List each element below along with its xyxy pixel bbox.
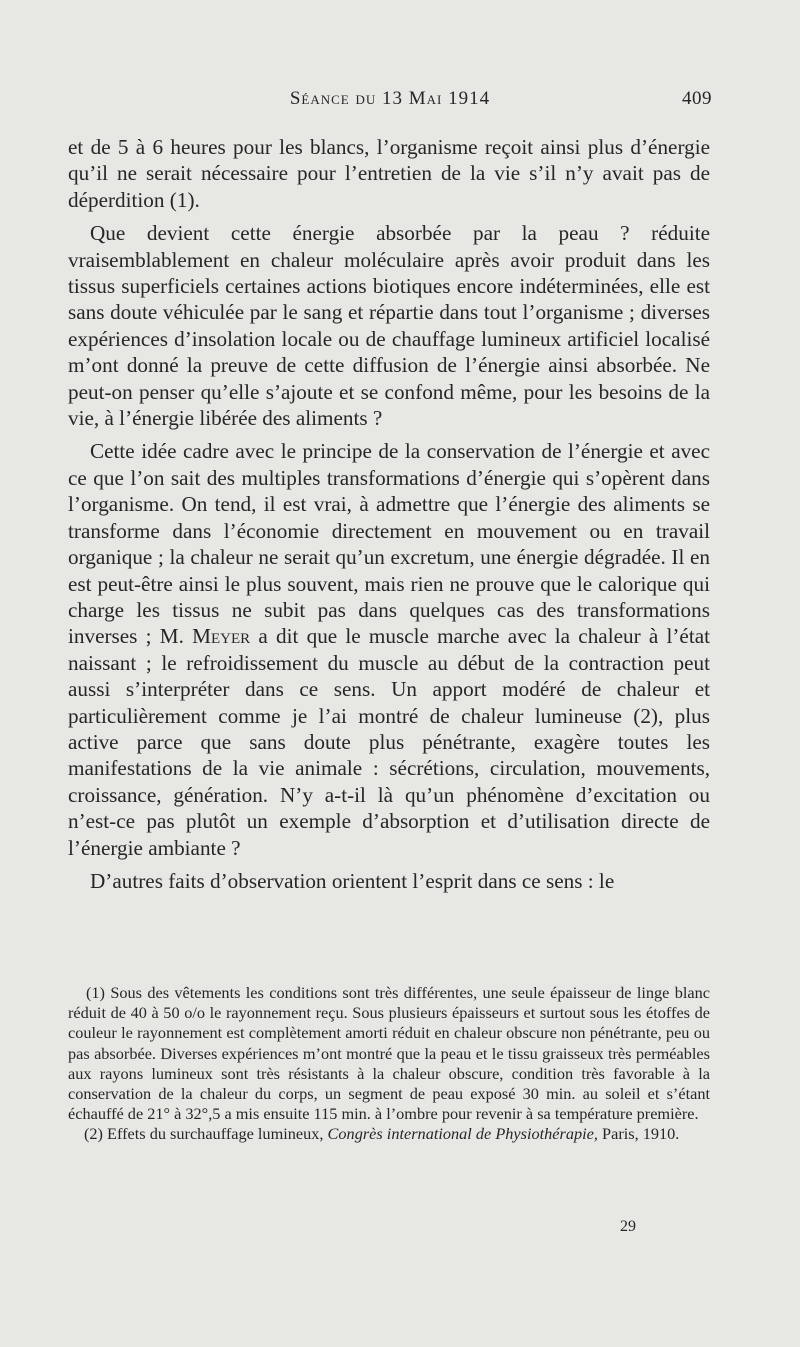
footnote-2-title: Congrès international de Physiothérapie, bbox=[327, 1124, 598, 1144]
paragraph-4: D’autres faits d’observation orientent l’esprit dans ce sens : le bbox=[90, 868, 615, 893]
footnote-2-part-b: Paris, 1910. bbox=[597, 1124, 680, 1144]
running-head-title: Séance du 13 Mai 1914 bbox=[289, 88, 491, 109]
footnote-2 bbox=[68, 1124, 710, 1144]
footnote-1: (1) Sous des vêtements les conditions sont très différentes, une seule épaisseur de linge blanc réduit de 40 à 50 o/o le rayonnement reçu. Sous plusieurs épaisseurs et surtout sous les étoffes de couleur le rayonnement est complètement amorti réduit en chaleur obscure non pénétrante, peu ou pas absorbée. Diverses expériences m’ont montré que la peau et le tissu graisseux très perméables aux rayons lumineux sont très résistants à la chaleur obscure, condition très favorable à la conservation de la chaleur du corps, un segment de peau exposé 30 min. au soleil et s’étant échauffé de 21° à 32°,5 a mis ensuite 115 min. à l’ombre pour revenir à sa température première. bbox=[68, 983, 710, 1124]
footnotes bbox=[68, 983, 710, 1145]
paragraph-1: et de 5 à 6 heures pour les blancs, l’organisme reçoit ainsi plus d’énergie qu’il ne serait nécessaire pour l’entretien de la vie s’il n’y avait pas de déperdition (1). bbox=[68, 135, 710, 212]
main-text bbox=[68, 134, 710, 901]
author-name-meyer: M. Meyer bbox=[159, 624, 251, 649]
paragraph-3-part-a: Cette idée cadre avec le principe de la conservation de l’énergie et avec ce que l’on sait des multiples transformations d’énergie qui s’opèrent dans l’organisme. On tend, il est vrai, à admettre que l’énergie des aliments se transforme dans l’économie directement en mouvement ou en travail organique ; la chaleur ne serait qu’un excretum, une énergie dégradée. Il en est peut-être ainsi le plus souvent, mais rien ne prouve que le calorique qui charge les tissus ne subit pas dans quelques cas des transformations inverses ; bbox=[68, 439, 710, 649]
paragraph-2: Que devient cette énergie absorbée par la peau ? réduite vraisemblablement en chaleur moléculaire après avoir produit dans les tissus superficiels certaines actions biotiques encore indéterminées, elle est sans doute véhiculée par le sang et répartie dans tout l’organisme ; diverses expériences d’insolation locale ou de chauffage lumineux artificiel localisé m’ont donné la preuve de cette diffusion de l’énergie ainsi absorbée. Ne peut-on penser qu’elle s’ajoute et se confond même, pour les besoins de la vie, à l’énergie libérée des aliments ? bbox=[68, 221, 710, 431]
signature-mark: 29 bbox=[620, 1218, 636, 1235]
paragraph-3 bbox=[68, 438, 710, 861]
paragraph-3-part-b: a dit que le muscle marche avec la chaleur à l’état naissant ; le refroidissement du muscle au début de la contraction peut aussi s’interpréter dans ce sens. Un apport modéré de chaleur et particulièrement comme je l’ai montré de chaleur lumineuse (2), plus active parce que sans doute plus pénétrante, exagère toutes les manifestations de la vie animale : sécrétions, circulation, mouvements, croissance, génération. N’y a-t-il là qu’un phénomène d’excitation ou n’est-ce pas plutôt un exemple d’absorption et d’utilisation directe de l’énergie ambiante ? bbox=[68, 624, 711, 860]
page-number: 409 bbox=[682, 88, 712, 109]
running-head bbox=[68, 88, 712, 116]
footnote-2-part-a: (2) Effets du surchauffage lumineux, bbox=[84, 1124, 328, 1144]
